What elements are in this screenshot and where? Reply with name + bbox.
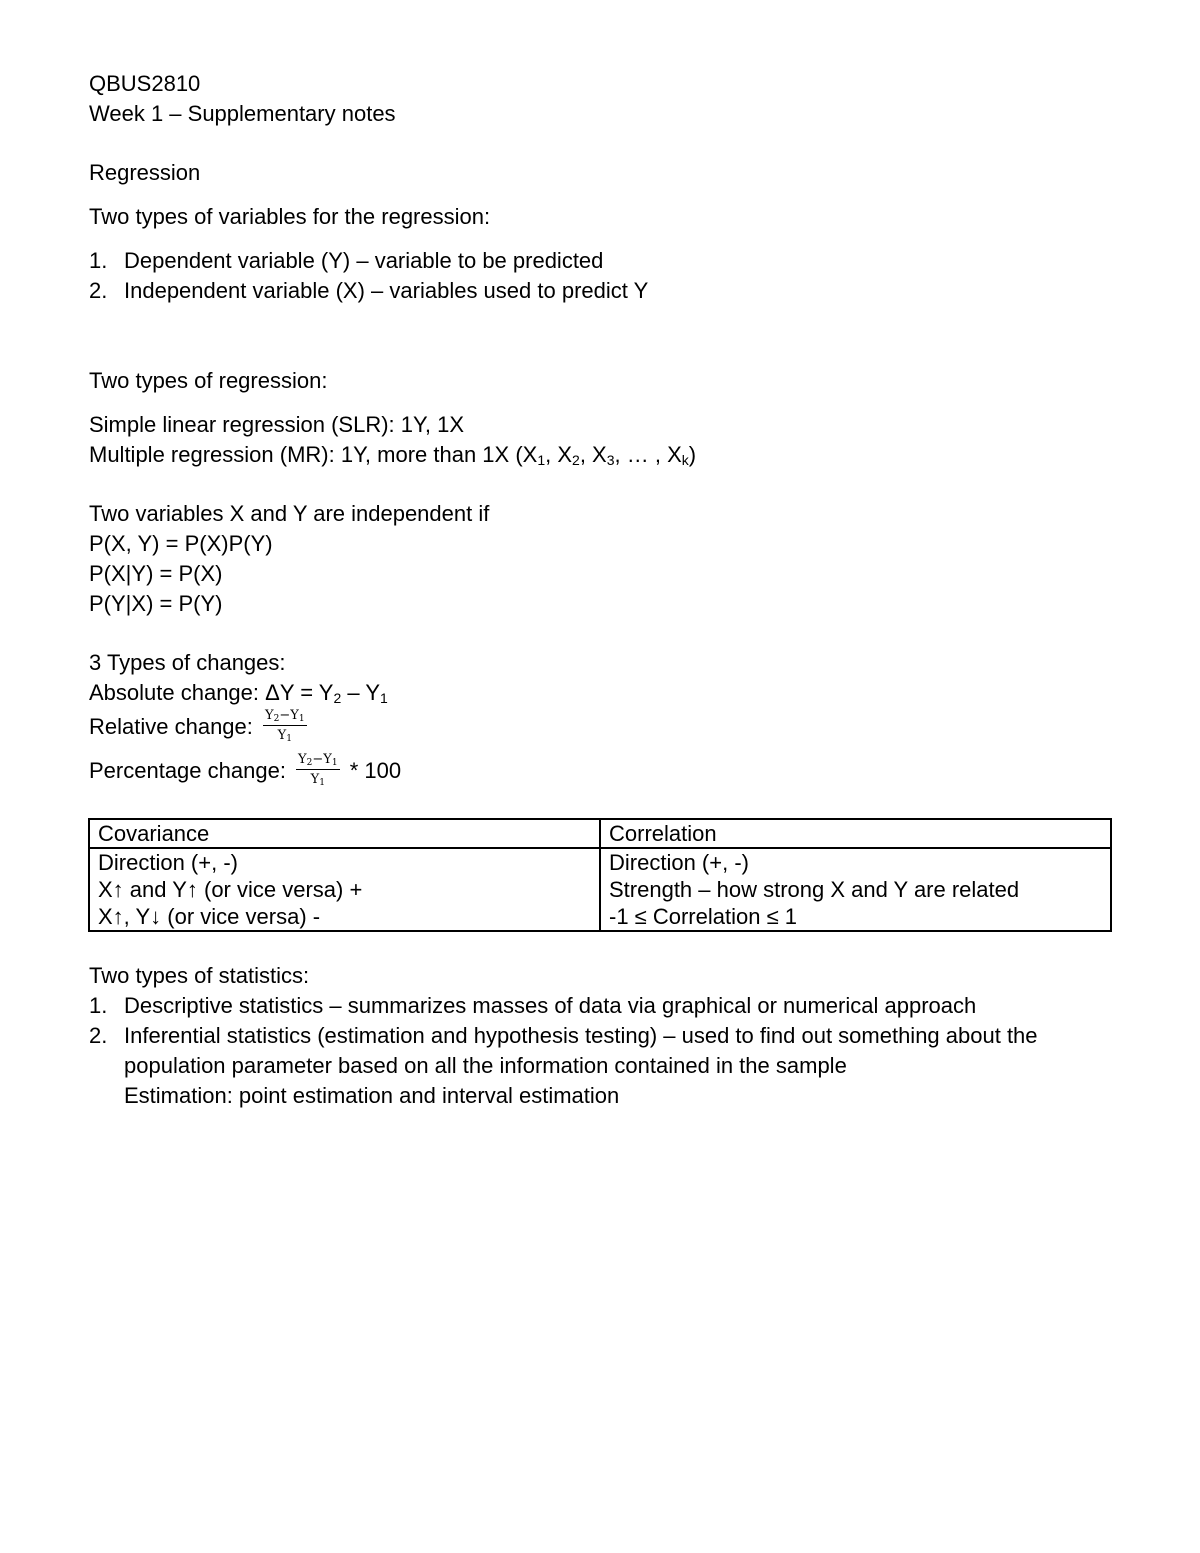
section-heading-regression: Regression [89,160,201,185]
list-text: Descriptive statistics – summarizes masses of data via graphical or numerical approach [124,993,977,1018]
list-number: 2. [89,278,108,303]
absolute-text: Absolute change: ΔY = Y [89,680,334,705]
subscript: 2 [333,690,342,706]
table-header-cell: Covariance [89,819,600,848]
table-cell-correlation [600,848,1111,931]
regression-types-intro: Two types of regression: [89,368,328,393]
mr-definition [89,440,1119,470]
statistics-list [89,991,1119,1111]
absolute-text: – Y [341,680,380,705]
cell-line: X↑, Y↓ (or vice versa) - [98,904,321,929]
list-item [89,276,1119,306]
independence-equation: P(X|Y) = P(X) [89,561,223,586]
cell-line: X↑ and Y↑ (or vice versa) + [98,877,363,902]
variables-intro: Two types of variables for the regression: [89,204,491,229]
list-text: Estimation: point estimation and interval estimation [124,1083,620,1108]
fraction-denominator: $Y_1$ [310,772,325,789]
statistics-intro: Two types of statistics: [89,963,310,988]
relative-change [89,708,1119,746]
mr-text: ) [688,442,697,467]
fraction-denominator: $Y_1$ [277,728,292,745]
list-item [89,991,1119,1021]
mr-text: , X [579,442,607,467]
cell-line: -1 ≤ Correlation ≤ 1 [609,904,797,929]
list-number: 1. [89,248,108,273]
list-item [89,246,1119,276]
subscript: k [681,452,689,468]
subscript: 2 [572,452,580,468]
mr-text: Multiple regression (MR): 1Y, more than 1X (X [89,442,538,467]
table-row [89,819,1111,848]
fraction-numerator: $Y_2-Y_1$ [265,708,305,725]
course-code: QBUS2810 [89,71,201,96]
cell-line: Strength – how strong X and Y are related [609,877,1020,902]
independence-equation: P(X, Y) = P(X)P(Y) [89,531,273,556]
table-cell-covariance [89,848,600,931]
document-subtitle: Week 1 – Supplementary notes [89,101,396,126]
percentage-label: Percentage change: [89,758,293,783]
changes-intro: 3 Types of changes: [89,650,286,675]
independence-intro: Two variables X and Y are independent if [89,501,490,526]
fraction [263,709,307,743]
slr-definition: Simple linear regression (SLR): 1Y, 1X [89,412,464,437]
list-text: population parameter based on all the information contained in the sample [124,1053,847,1078]
percentage-change [89,746,1119,796]
variables-list [89,246,1119,306]
list-text: Dependent variable (Y) – variable to be predicted [124,248,604,273]
list-item [89,1021,1119,1111]
subscript: 1 [380,690,388,706]
cell-line: Direction (+, -) [98,850,238,875]
independence-equation: P(Y|X) = P(Y) [89,591,223,616]
table-row [89,848,1111,931]
mr-text: , … , X [614,442,682,467]
relative-label: Relative change: [89,714,259,739]
document-page [89,69,1119,1111]
fraction-numerator: $Y_2-Y_1$ [298,752,338,769]
percentage-suffix: * 100 [343,758,402,783]
cell-line: Direction (+, -) [609,850,749,875]
list-text: Independent variable (X) – variables used to predict Y [124,278,649,303]
subscript: 1 [537,452,546,468]
subscript: 3 [606,452,615,468]
list-number: 1. [89,993,108,1018]
list-number: 2. [89,1023,108,1048]
table-header-cell: Correlation [600,819,1111,848]
mr-text: , X [545,442,573,467]
list-text: Inferential statistics (estimation and hypothesis testing) – used to find out something about the [124,1023,1038,1048]
covariance-correlation-table [88,818,1112,932]
fraction [296,753,340,787]
absolute-change [89,678,1119,708]
